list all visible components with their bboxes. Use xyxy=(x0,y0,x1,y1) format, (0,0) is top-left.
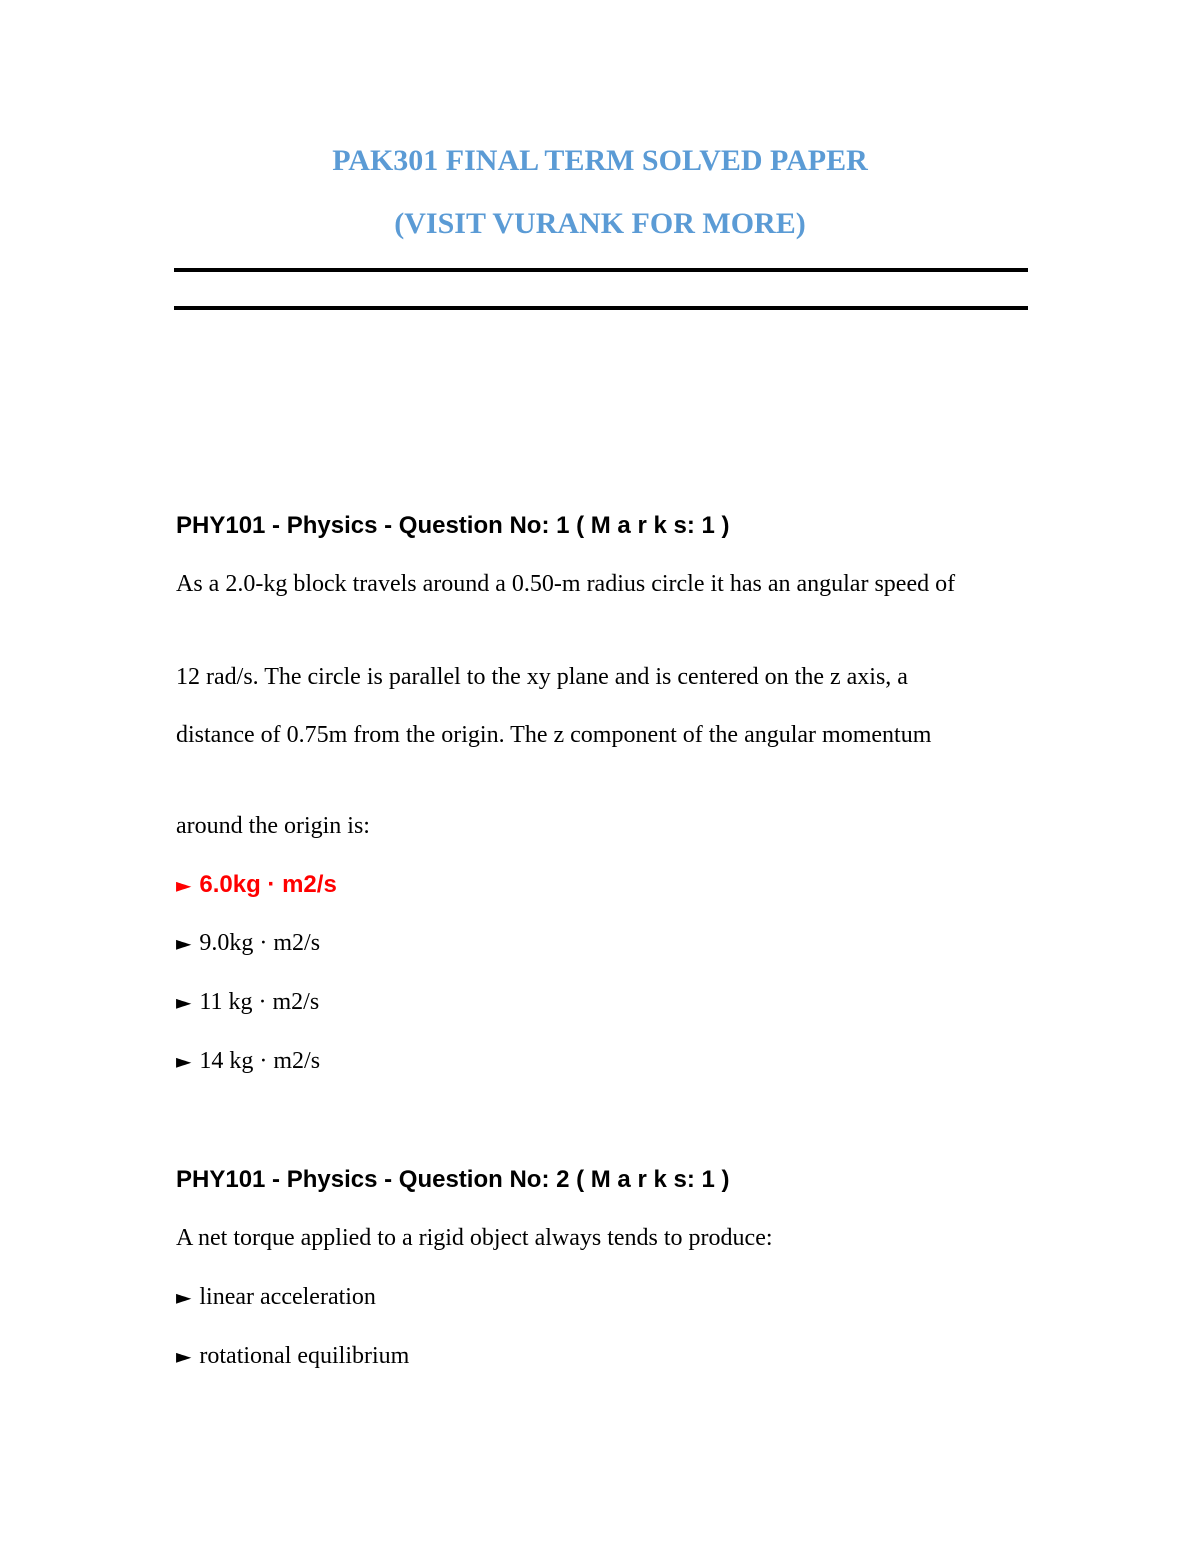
question-heading: PHY101 - Physics - Question No: 1 ( M a r k s: 1 ) xyxy=(176,512,730,539)
option-text: 11 kg · m2/s xyxy=(199,989,320,1015)
paper-subtitle: (VISIT VURANK FOR MORE) xyxy=(394,207,806,240)
option-text: 14 kg · m2/s xyxy=(199,1048,321,1074)
question-text xyxy=(176,1222,1036,1254)
pointer-arrow-icon: ► xyxy=(176,990,192,1014)
question-text xyxy=(176,810,1036,842)
question-text xyxy=(176,719,1036,751)
answer-option xyxy=(176,986,1036,1018)
pointer-arrow-icon: ► xyxy=(176,873,192,897)
pointer-arrow-icon: ► xyxy=(176,1049,192,1073)
pointer-arrow-icon: ► xyxy=(176,1285,192,1309)
question-text xyxy=(176,661,1036,693)
answer-option xyxy=(176,927,1036,959)
option-text: rotational equilibrium xyxy=(199,1343,410,1369)
question-paragraph: A net torque applied to a rigid object always tends to produce: xyxy=(176,1225,773,1251)
answer-option-correct xyxy=(176,869,1036,901)
pointer-arrow-icon: ► xyxy=(176,1344,192,1368)
question-paragraph: As a 2.0-kg block travels around a 0.50-m radius circle it has an angular speed of xyxy=(176,571,956,597)
question-paragraph: 12 rad/s. The circle is parallel to the xy plane and is centered on the z axis, a xyxy=(176,664,908,690)
pointer-arrow-icon: ► xyxy=(176,931,192,955)
paper-title: PAK301 FINAL TERM SOLVED PAPER xyxy=(332,144,868,177)
question-paragraph: distance of 0.75m from the origin. The z component of the angular momentum xyxy=(176,722,932,748)
horizontal-rule xyxy=(174,306,1028,310)
question-text xyxy=(176,568,1036,600)
horizontal-rule xyxy=(174,268,1028,272)
option-text: linear acceleration xyxy=(199,1284,376,1310)
question-1 xyxy=(176,511,1036,541)
answer-option xyxy=(176,1340,1036,1372)
option-text: 6.0kg · m2/s xyxy=(199,871,337,898)
question-2 xyxy=(176,1165,1036,1195)
answer-option xyxy=(176,1281,1036,1313)
answer-option xyxy=(176,1045,1036,1077)
option-text: 9.0kg · m2/s xyxy=(199,930,321,956)
question-paragraph: around the origin is: xyxy=(176,813,370,839)
question-heading: PHY101 - Physics - Question No: 2 ( M a r k s: 1 ) xyxy=(176,1166,730,1193)
